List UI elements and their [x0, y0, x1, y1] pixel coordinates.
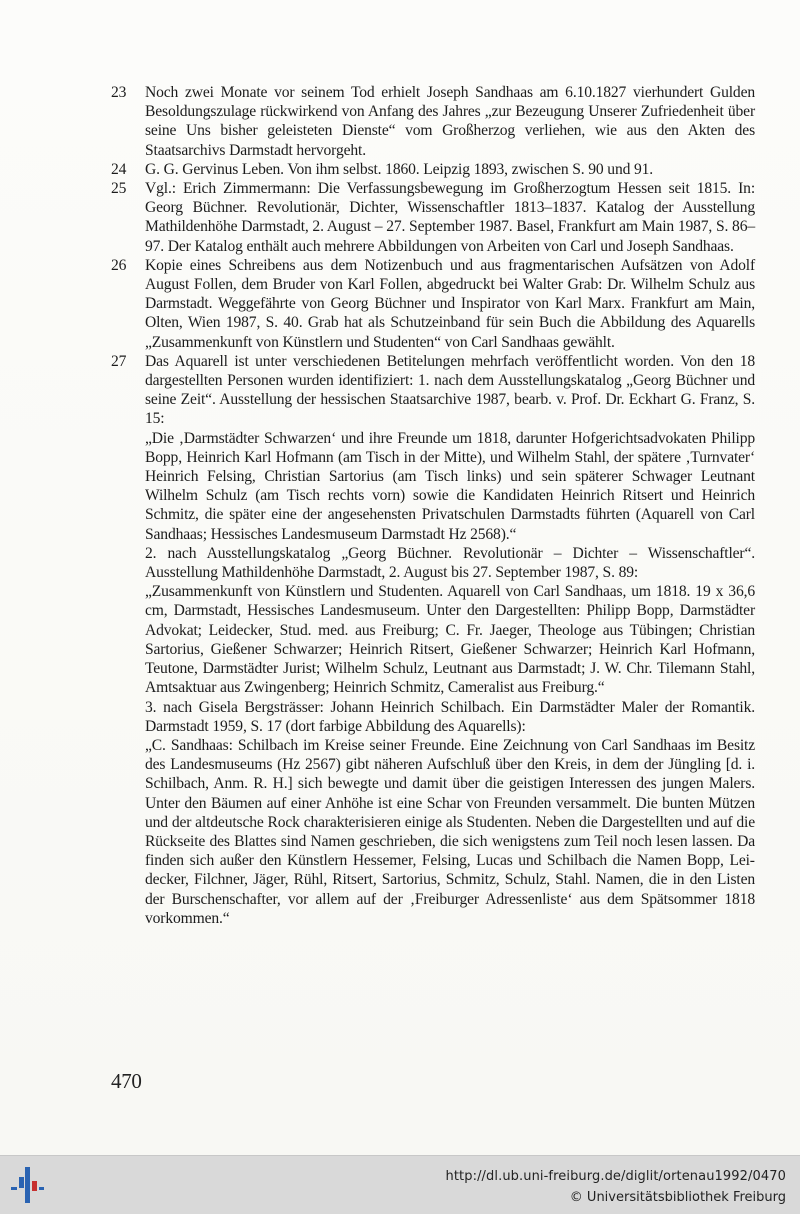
footnote-27: [0, 352, 800, 928]
source-paragraph: 2. nach Ausstellungskatalog „Georg Büchner. Revolutionär – Dichter – Wissenschaftler“. Ausstellung Mathildenhöhe Darmstadt, 2. August bis 27. September 1987, S. 89:: [145, 544, 755, 582]
footnote-text: Vgl.: Erich Zimmermann: Die Verfassungsbewegung im Großherzogtum Hessen seit 1815. In: Georg Büchner. Revolutionär, Dichter, Wissenschaftler 1813–1837. Katalog der Ausstellung Mathildenhöhe Darmstadt, 2. August – 27. September 1987. Basel, Frankfurt am Main 1987, S. 86–97. Der Katalog enthält auch mehrere Abbildungen von Arbeiten von Carl und Joseph Sandhaas.: [145, 180, 755, 255]
quotation-paragraph: „Die ‚Darmstädter Schwarzen‘ und ihre Freunde um 1818, darunter Hofgerichtsadvokaten Philipp Bopp, Heinrich Karl Hofmann (am Tisch in der Mitte), und Wilhelm Stahl, der spätere ‚Turnvater‘ Heinrich Felsing, Christian Sartorius (am Tisch links) und sein späterer Schwager Leutnant Wilhelm Schulz (am Tisch rechts vorn) sowie die Kandidaten Heinrich Ritsert und Heinrich Schmitz, die später eine der angesehensten Privatschulen Darmstadts führten (Aquarell von Carl Sandhaas; Hessisches Landesmuseum Darmstadt Hz 2568).“: [145, 429, 755, 543]
footnote-number: 25: [111, 180, 127, 198]
footnote-text: Kopie eines Schreibens aus dem Notizenbuch und aus fragmentarischen Aufsätzen von Adolf August Follen, dem Bruder von Karl Follen, abgedruckt bei Walter Grab: Dr. Wilhelm Schulz aus Darmstadt. Weggefährte von Georg Büchner und Inspirator von Karl Marx. Frankfurt am Main, Olten, Wien 1987, S. 40. Grab hat als Schutzeinband für sein Buch die Abbildung des Aquarells „Zusammenkunft von Künstlern und Studenten“ von Carl Sandhaas gewählt.: [145, 256, 755, 351]
ub-freiburg-logo-icon: [8, 1164, 48, 1206]
footnote-number: 24: [111, 160, 127, 178]
footnote-text: G. G. Gervinus Leben. Von ihm selbst. 1860. Leipzig 1893, zwischen S. 90 und 91.: [145, 160, 654, 178]
footnote-24: [0, 160, 800, 179]
source-paragraph: 3. nach Gisela Bergsträsser: Johann Heinrich Schilbach. Ein Darmstädter Maler der Romantik. Darmstadt 1959, S. 17 (dort farbige Abbildung des Aquarells):: [145, 698, 755, 735]
footnote-26: [0, 256, 800, 352]
footnotes-section: [0, 83, 800, 928]
footnote-text: Das Aquarell ist unter verschiedenen Betitelungen mehrfach veröffentlicht worden. Von den 18 dargestellten Personen wurden identifiziert: 1. nach dem Ausstellungskatalog „Georg Büchner und seine Zeit“. Ausstellung der hessischen Staatsarchive 1987, bearb. v. Prof. Dr. Eckhart G. Franz, S. 15:: [145, 352, 755, 428]
footnote-number: 26: [111, 256, 127, 274]
footnote-text: Noch zwei Monate vor seinem Tod erhielt Joseph Sandhaas am 6.10.1827 vierhundert Gulden Besoldungszulage rückwirkend von Anfang des Jahres „zur Bezeugung Unserer Zufriedenheit über seine Uns bisher geleisteten Dienste“ vom Großherzog verliehen, wie aus den Akten des Staatsarchivs Darmstadt hervorgeht.: [145, 84, 755, 159]
quotation-paragraph: „Zusammenkunft von Künstlern und Studenten. Aquarell von Carl Sandhaas, um 1818. 19 x 36,6 cm, Darmstadt, Hessisches Landesmuseum. Unter den Dargestellten: Philipp Bopp, Darmstädter Advokat; Leidecker, Stud. med. aus Freiburg; C. Fr. Jaeger, Theologe aus Tübingen; Christian Sartorius, Gießener Schwarzer; Heinrich Ritsert, Gießener Schwarzer; Heinrich Karl Hofmann, Teutone, Darmstädter Jurist; Wilhelm Schulz, Leutnant aus Darmstadt; J. W. Chr. Tilemann Stahl, Amtsaktuar aus Zwingenberg; Heinrich Schmitz, Cameralist aus Freiburg.“: [145, 583, 755, 697]
quotation-paragraph: „C. Sandhaas: Schilbach im Kreise seiner Freunde. Eine Zeichnung von Carl Sandhaas im Besitz des Landesmuseums (Hz 2567) gibt näheren Aufschluß über den Kreis, in dem der Jüngling [d. i. Schilbach, Anm. R. H.] sich bewegte und damit über die geistigen Interessen des jungen Malers. Unter den Bäumen auf einer Anhöhe ist eine Schar von Freunden versammelt. Die bunten Mützen und der altdeutsche Rock charakterisieren einige als Studenten. Neben die Dargestellten und auf die Rückseite des Blattes sind Namen geschrieben, die sich wenigstens zum Teil noch lesen lassen. Da finden sich außer den Künstlern Hessemer, Felsing, Lucas und Schilbach die Namen Bopp, Leidecker, Filchner, Jäger, Rühl, Ritsert, Sartorius, Schmitz, Schulz, Stahl. Namen, die in den Listen der Burschenschafter, vor allem auf der ‚Freiburger Adressenliste‘ aus dem Spätsommer 1818 vorkommen.“: [145, 736, 755, 927]
page-number: 470: [111, 1069, 142, 1093]
document-url[interactable]: http://dl.ub.uni-freiburg.de/diglit/ortenau1992/0470: [445, 1169, 786, 1184]
library-footer: [0, 1155, 800, 1214]
footnote-number: 27: [111, 352, 127, 370]
footnote-23: [0, 83, 800, 160]
footnote-number: 23: [111, 84, 127, 101]
copyright-notice: © Universitätsbibliothek Freiburg: [569, 1190, 786, 1205]
footnote-25: [0, 179, 800, 256]
